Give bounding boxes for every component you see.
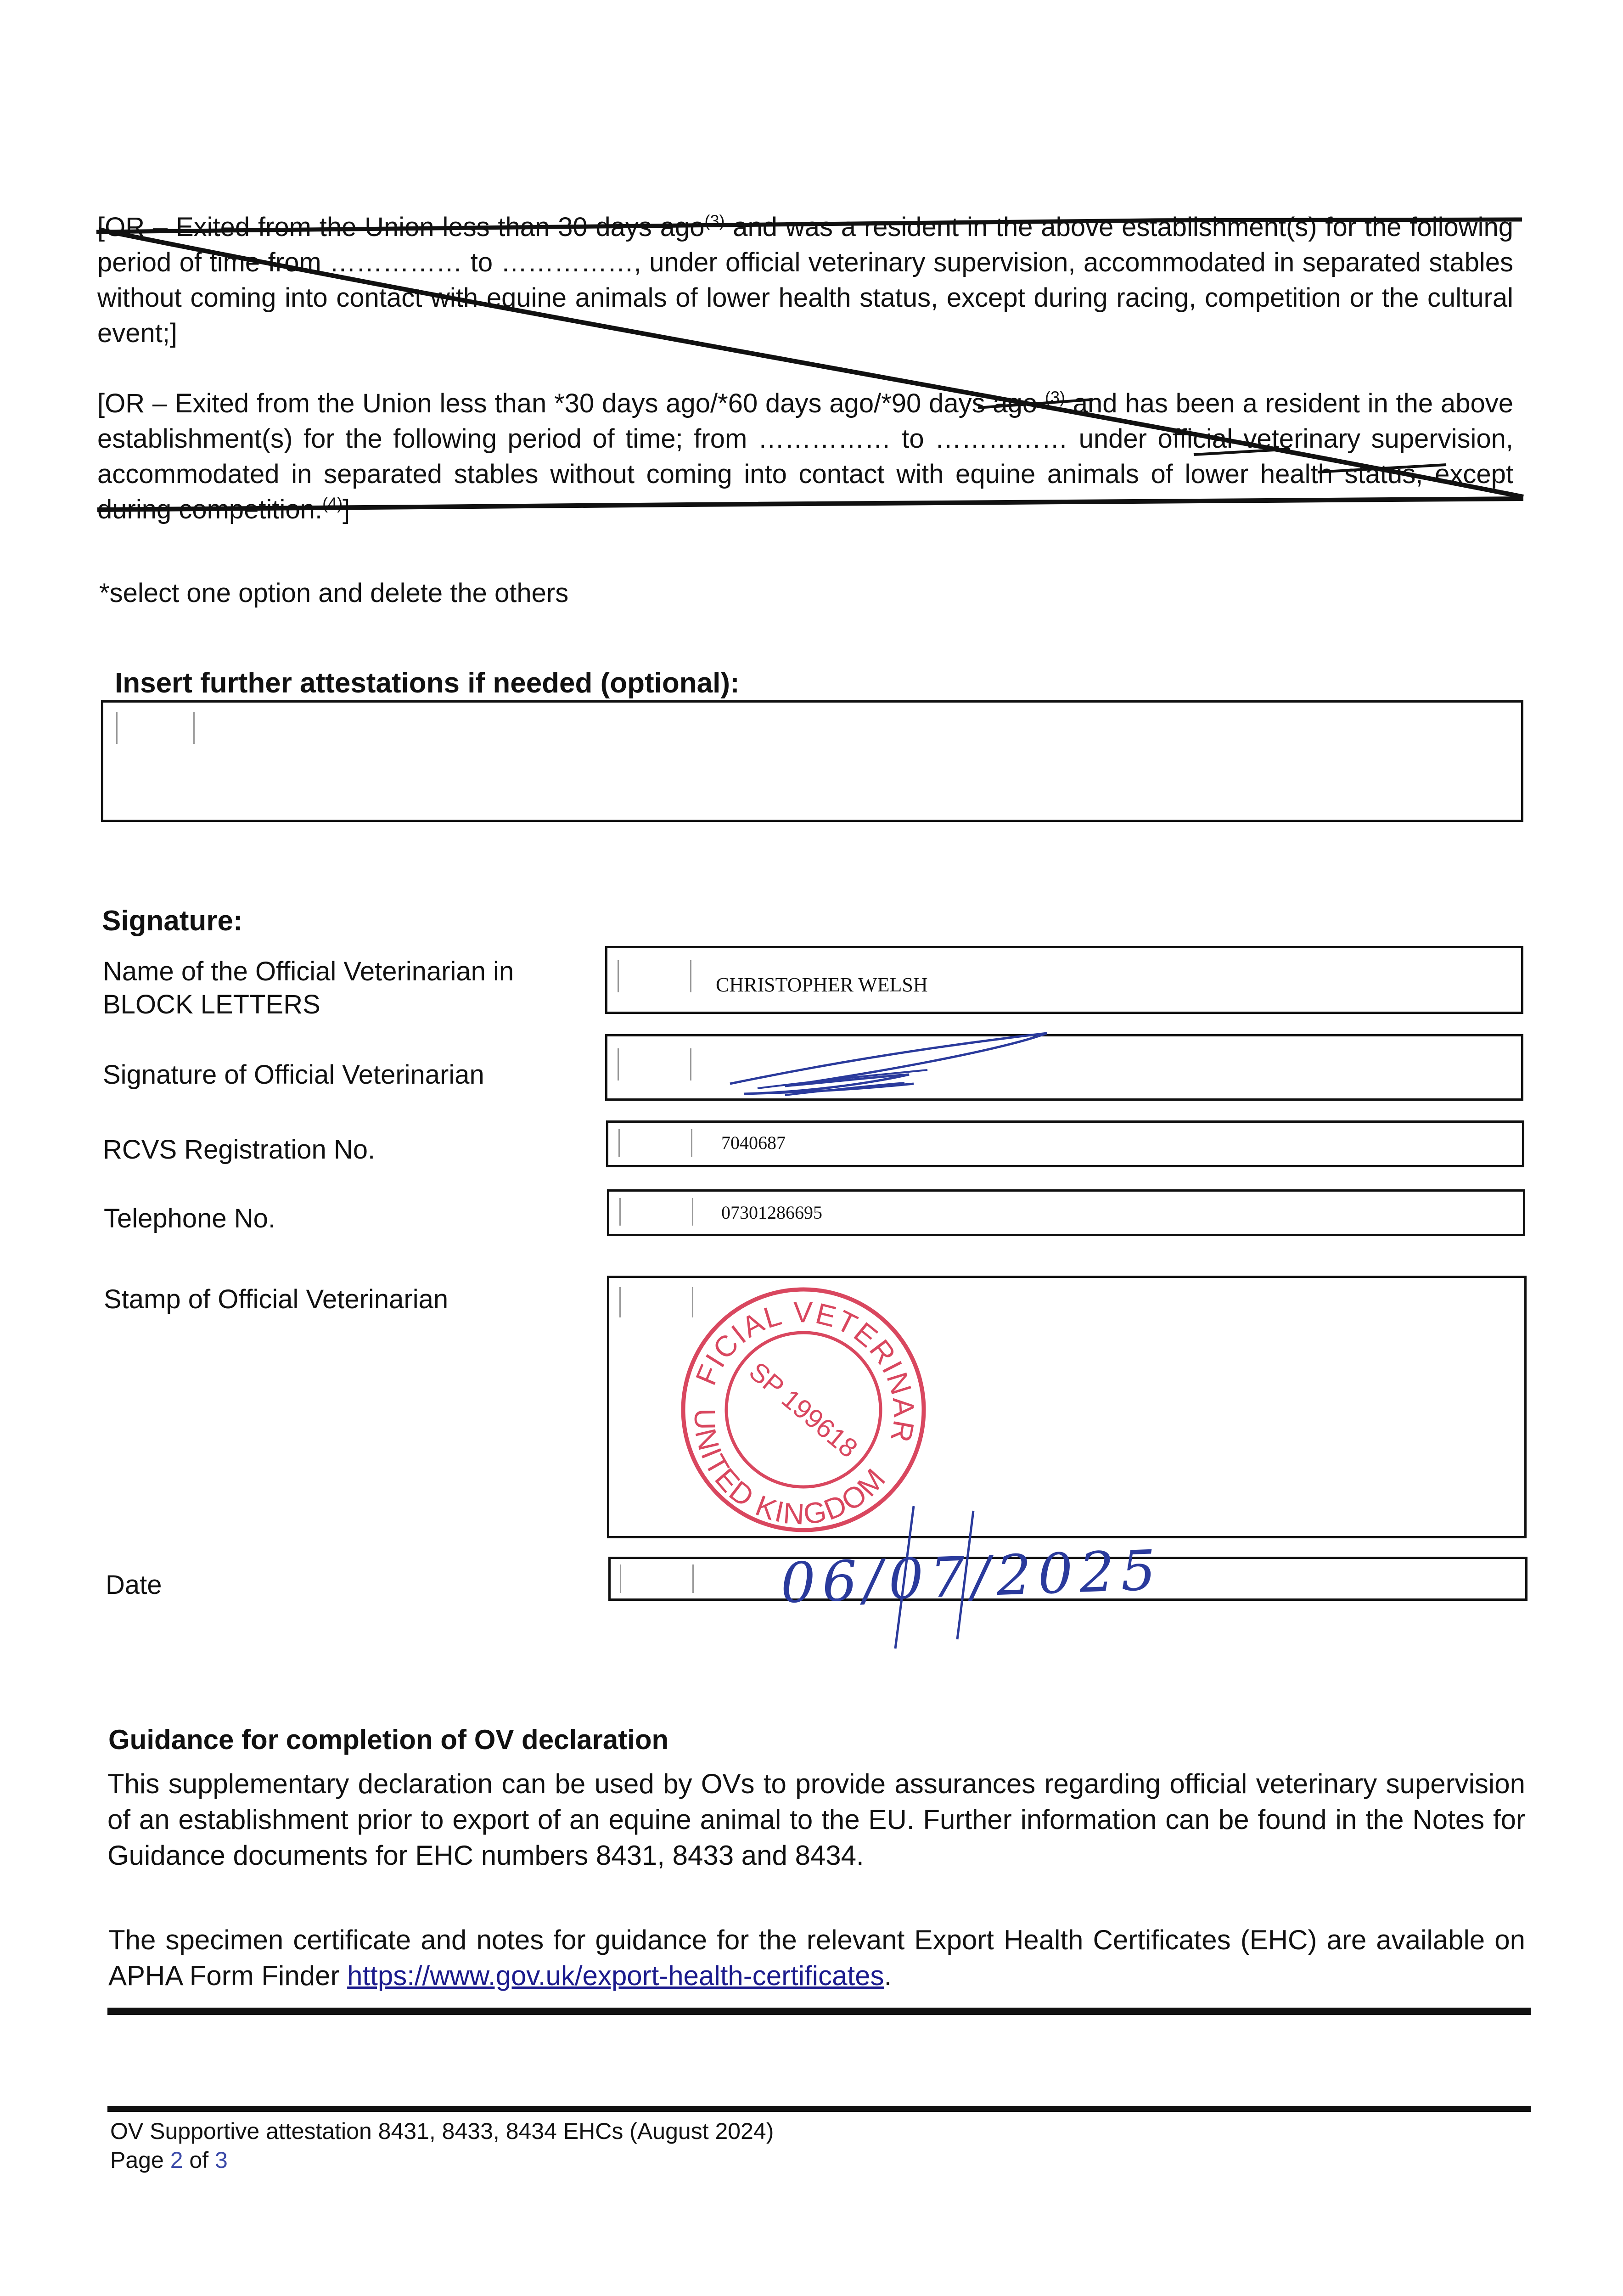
strikethrough-lines [0,0,1623,551]
option-1-line1b: and was a resident in the above establishment(s) for the [733,212,1402,242]
field-label-signature: Signature of Official Veterinarian [103,1060,484,1090]
footnote-ref: (4) [322,494,343,513]
stamp-bottom-text: UNITED KINGDOM [688,1408,893,1531]
field-label-date: Date [106,1570,162,1600]
official-vet-name-value: CHRISTOPHER WELSH [716,974,928,996]
guidance-paragraph-2-end: . [884,1960,892,1991]
handwritten-date-strokes [826,1502,992,1658]
rcvs-registration-value: 7040687 [721,1132,786,1153]
guidance-paragraph-2 [108,1922,1525,1994]
field-label-telephone: Telephone No. [104,1204,276,1233]
rcvs-registration-field[interactable] [606,1120,1524,1167]
footer-page-current: 2 [170,2147,183,2173]
footer-page-word: Page [110,2147,164,2173]
stamp-center-text: SP 199618 [743,1356,864,1464]
export-health-certificates-link[interactable]: https://www.gov.uk/export-health-certificates [347,1960,884,1991]
option-2-part2: and has been a resident in the above establishment(s) for the following period of time; from …………… to …………… under official veterinary supervision, accommodated in separated stables without coming into contact with equine animals of lower health status, except during competition. [97,388,1514,524]
handwritten-date: 06/07/2025 [779,1538,1163,1616]
divider-footer [107,2106,1531,2112]
official-veterinarian-stamp [670,1281,941,1538]
further-attestations-field[interactable] [101,700,1523,822]
option-2-part3: ] [343,495,350,524]
signature-heading: Signature: [102,905,243,937]
field-label-rcvs: RCVS Registration No. [103,1135,376,1165]
footer-line1: OV Supportive attestation 8431, 8433, 8434 EHCs (August 2024) [110,2118,774,2144]
field-label-stamp: Stamp of Official Veterinarian [104,1284,449,1314]
footer-of-word: of [189,2147,209,2173]
option-2-part1: [OR – Exited from the Union less than *30 days ago/*60 days ago/*90 days ago [97,388,1038,418]
footnote-ref: (3) [704,211,725,231]
footnote-ref: (3) [1045,388,1065,407]
option-1-rest: following period of time from …………… to ……………, under official veterinary supervision, accommodated in separated stables without coming into contact with equine animals of lower health status, except during racing, competition or the cultural event;] [97,212,1513,348]
further-attestations-heading: Insert further attestations if needed (optional): [115,667,740,699]
footer-page-number [110,2147,228,2173]
field-label-name: Name of the Official Veterinarian in BLOCK LETTERS [103,957,514,1019]
guidance-paragraph-2-text: The specimen certificate and notes for guidance for the relevant Export Health Certificates (EHC) are available on APHA Form Finder [108,1925,1525,1991]
footer-page-total: 3 [215,2147,228,2173]
official-vet-name-field[interactable] [605,946,1523,1014]
guidance-paragraph-1: This supplementary declaration can be used by OVs to provide assurances regarding official veterinary supervision of an establishment prior to export of an equine animal to the EU. Further information can be found in the Notes for Guidance documents for EHC numbers 8431, 8433 and 8434. [107,1768,1525,1871]
guidance-heading: Guidance for completion of OV declaration [108,1724,669,1755]
divider-upper [107,2008,1531,2015]
stamp-top-text: OFFICIAL VETERINARIAN [689,1295,921,1446]
option-1-line1a: [OR – Exited from the Union less than 30 days ago [97,212,705,242]
select-option-note: *select one option and delete the others [99,578,569,608]
handwritten-signature [716,1024,1065,1111]
telephone-field[interactable] [607,1189,1525,1236]
telephone-value: 07301286695 [721,1202,822,1223]
